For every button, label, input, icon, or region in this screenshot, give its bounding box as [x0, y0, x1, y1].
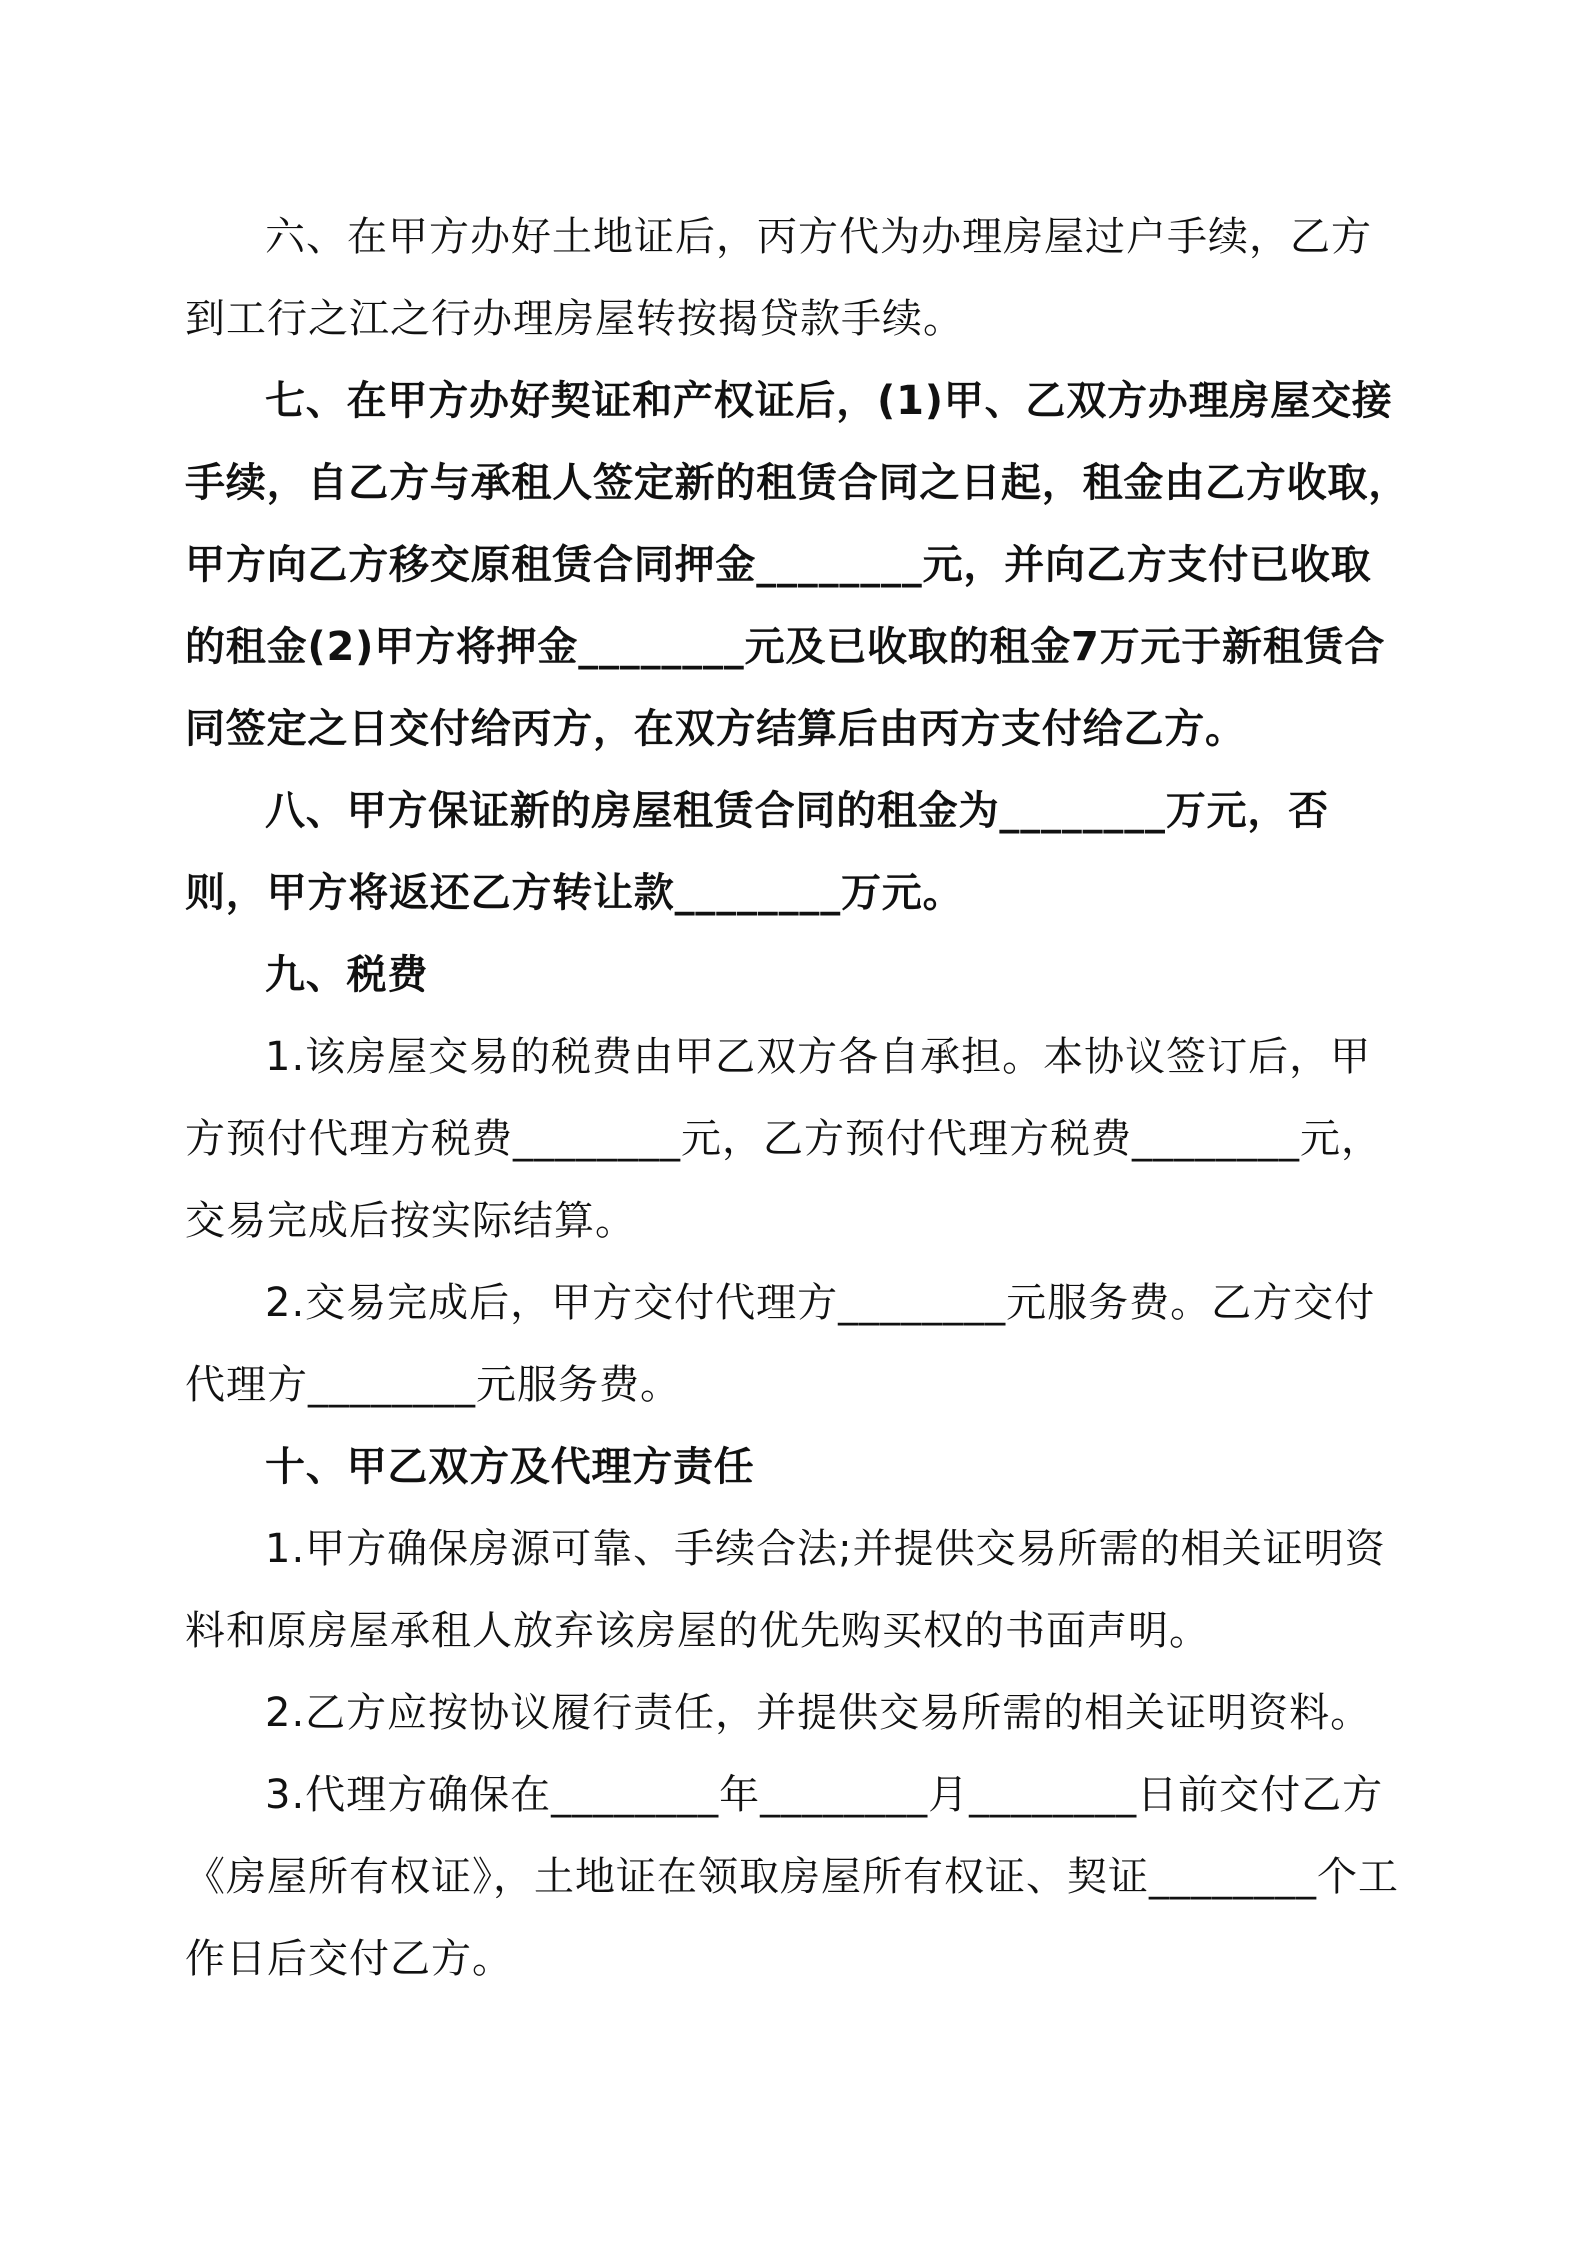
section-heading-responsibilities: 十、甲乙双方及代理方责任 — [265, 1444, 755, 1490]
paragraph-8: 八、甲方保证新的房屋租赁合同的租金为________万元，否则，甲方将返还乙方转让款________万元。 — [185, 788, 1329, 916]
section-heading-taxes: 九、税费 — [265, 952, 429, 998]
paragraph-10-1: 1.甲方确保房源可靠、手续合法;并提供交易所需的相关证明资料和原房屋承租人放弃该房屋的优先购买权的书面声明。 — [185, 1526, 1386, 1654]
paragraph-9-1: 1.该房屋交易的税费由甲乙双方各自承担。本协议签订后，甲方预付代理方税费________元，乙方预付代理方税费________元，交易完成后按实际结算。 — [185, 1034, 1382, 1244]
paragraph-7: 七、在甲方办好契证和产权证后，(1)甲、乙双方办理房屋交接手续，自乙方与承租人签定新的租赁合同之日起，租金由乙方收取，甲方向乙方移交原租赁合同押金________元，并向乙方支付已收取的租金(2)甲方将押金________元及已收取的租金7万元于新租赁合同签定之日交付给丙方，在双方结算后由丙方支付给乙方。 — [185, 378, 1409, 752]
paragraph-9-2: 2.交易完成后，甲方交付代理方________元服务费。乙方交付代理方________元服务费。 — [185, 1280, 1376, 1408]
paragraph-10-3: 3.代理方确保在________年________月________日前交付乙方《房屋所有权证》，土地证在领取房屋所有权证、契证________个工作日后交付乙方。 — [185, 1772, 1399, 1982]
document-page — [185, 196, 1410, 2000]
paragraph-6: 六、在甲方办好土地证后，丙方代为办理房屋过户手续，乙方到工行之江之行办理房屋转按揭贷款手续。 — [185, 214, 1372, 342]
paragraph-10-2: 2.乙方应按协议履行责任，并提供交易所需的相关证明资料。 — [265, 1690, 1372, 1736]
